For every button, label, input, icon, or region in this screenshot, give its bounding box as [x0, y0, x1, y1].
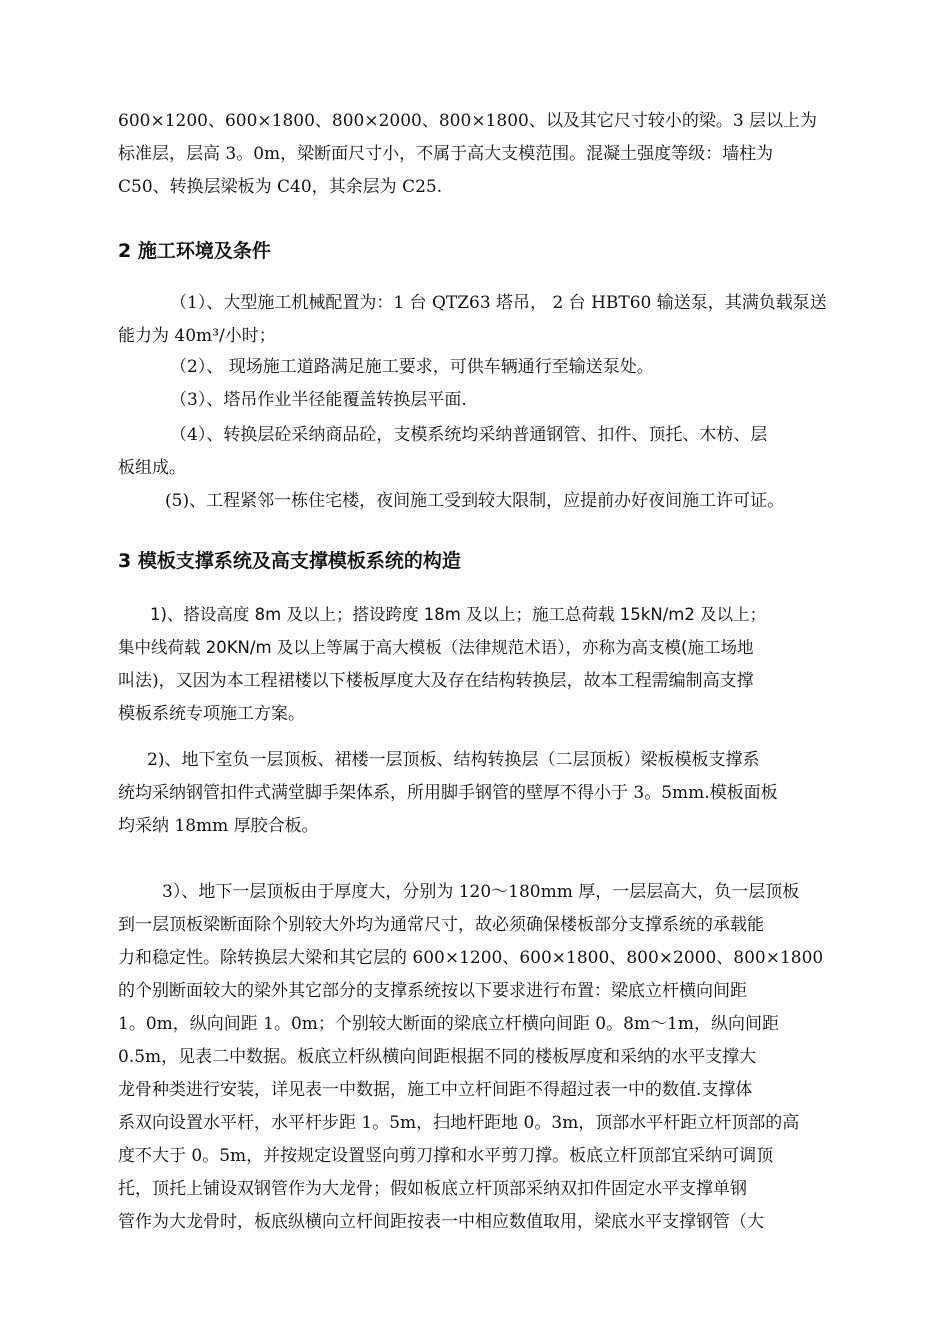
section-2-item-1: （1）、大型施工机械配置为：1 台 QTZ63 塔吊， 2 台 HBT60 输送泵，其满负载泵送 [170, 293, 827, 313]
section-3-para3-line-2: 到一层顶板梁断面除个别较大外均为通常尺寸，故必须确保楼板部分支撑系统的承载能 [118, 915, 764, 935]
section-2-item-2: （2）、 现场施工道路满足施工要求，可供车辆通行至输送泵处。 [170, 357, 654, 377]
section-3-para3-line-3: 力和稳定性。除转换层大梁和其它层的 600×1200、600×1800、800×2000、800×1800 [118, 948, 824, 968]
section-2-item-5: (5)、工程紧邻一栋住宅楼，夜间施工受到较大限制，应提前办好夜间施工许可证。 [165, 491, 785, 511]
section-3-para1-line-3: 叫法)，又因为本工程裙楼以下楼板厚度大及存在结构转换层，故本工程需编制高支撑 [118, 671, 754, 691]
section-3-para1-line-1: 1)、搭设高度 8m 及以上；搭设跨度 18m 及以上；施工总荷载 15kN/m2 及以上； [150, 605, 767, 624]
section-3-para3-line-4: 的个别断面较大的梁外其它部分的支撑系统按以下要求进行布置：梁底立杆横向间距 [118, 981, 747, 1001]
section-3-para3-line-9: 度不大于 0。5m，并按规定设置竖向剪刀撑和水平剪刀撑。板底立杆顶部宜采纳可调顶 [118, 1146, 774, 1166]
section-3-para3-line-11: 管作为大龙骨时，板底纵横向立杆间距按表一中相应数值取用，梁底水平支撑钢管（大 [118, 1212, 764, 1232]
section-3-heading: 3 模板支撑系统及高支撑模板系统的构造 [118, 550, 461, 572]
section-3-para1-line-4: 模板系统专项施工方案。 [118, 704, 305, 724]
section-3-para2-line-3: 均采纳 18mm 厚胶合板。 [118, 816, 319, 836]
section-2-heading: 2 施工环境及条件 [118, 240, 271, 262]
section-3-para1-line-2: 集中线荷载 20KN/m 及以上等属于高大模板（法律规范术语），亦称为高支模(施工场地 [118, 638, 754, 657]
section-3-para3-line-1: 3）、地下一层顶板由于厚度大，分别为 120～180mm 厚，一层层高大，负一层顶板 [162, 882, 800, 902]
section-2-item-3: （3）、塔吊作业半径能覆盖转换层平面. [170, 390, 467, 410]
section-3-para3-line-5: 1。0m，纵向间距 1。0m；个别较大断面的梁底立杆横向间距 0。8m～1m，纵向间距 [118, 1014, 779, 1034]
section-2-item-1-cont: 能力为 40m³/小时； [118, 326, 276, 346]
section-3-para2-line-2: 统均采纳钢管扣件式满堂脚手架体系，所用脚手钢管的壁厚不得小于 3。5mm.模板面板 [118, 783, 778, 803]
section-2-item-4: （4）、转换层砼采纳商品砼，支模系统均采纳普通钢管、扣件、顶托、木枋、层 [170, 425, 768, 445]
intro-line-1: 600×1200、600×1800、800×2000、800×1800、以及其它尺寸较小的梁。3 层以上为 [118, 111, 818, 131]
intro-line-3: C50、转换层梁板为 C40，其余层为 C25. [118, 177, 443, 197]
section-3-para3-line-7: 龙骨种类进行安装，详见表一中数据，施工中立杆间距不得超过表一中的数值.支撑体 [118, 1080, 753, 1100]
section-3-para3-line-8: 系双向设置水平杆，水平杆步距 1。5m，扫地杆距地 0。3m，顶部水平杆距立杆顶部的高 [118, 1113, 800, 1133]
section-3-para2-line-1: 2)、地下室负一层顶板、裙楼一层顶板、结构转换层（二层顶板）梁板模板支撑系 [147, 750, 760, 770]
section-2-item-4-cont: 板组成。 [118, 458, 186, 478]
intro-line-2: 标准层，层高 3。0m，梁断面尺寸小，不属于高大支模范围。混凝土强度等级：墙柱为 [118, 144, 774, 164]
section-3-para3-line-10: 托，顶托上铺设双钢管作为大龙骨；假如板底立杆顶部采纳双扣件固定水平支撑单钢 [118, 1179, 747, 1199]
section-3-para3-line-6: 0.5m，见表二中数据。板底立杆纵横向间距根据不同的楼板厚度和采纳的水平支撑大 [118, 1047, 757, 1067]
